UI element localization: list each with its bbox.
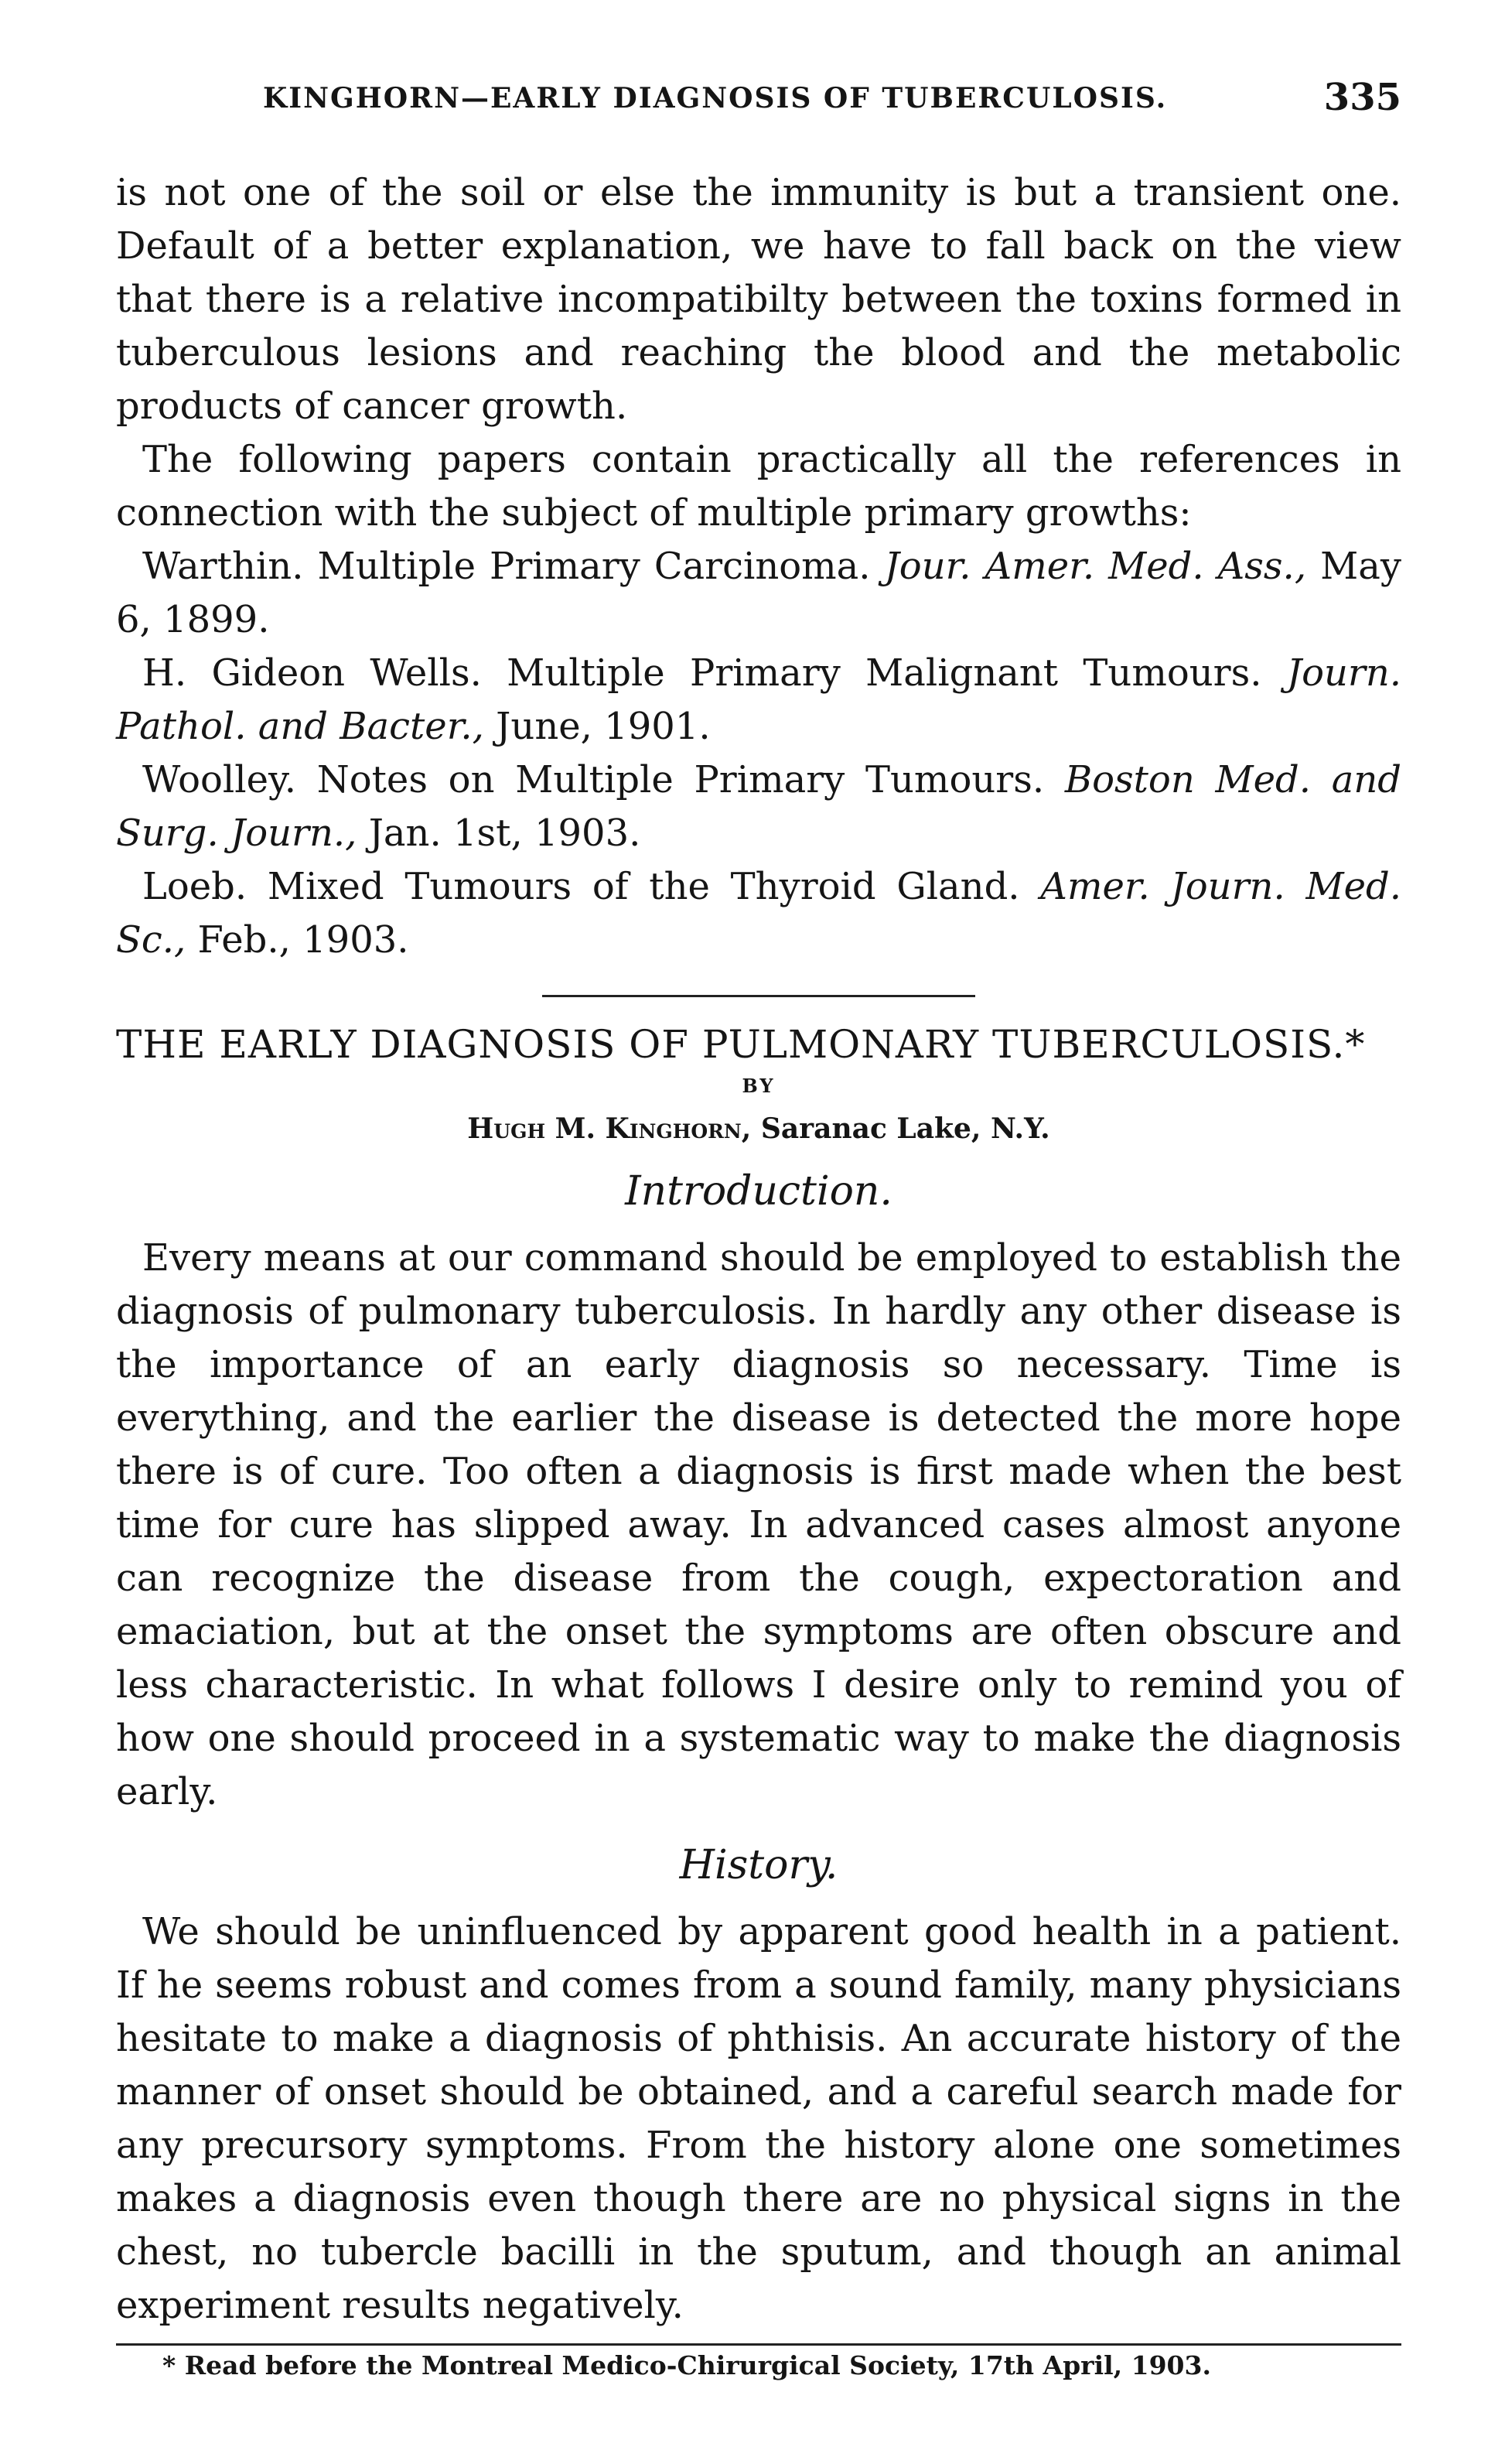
author-name: Hugh M. Kinghorn, (467, 1112, 752, 1145)
reference-title: Multiple Primary Carcinoma. (317, 545, 871, 588)
reference-authors: Woolley. (142, 758, 296, 801)
page-body (116, 166, 1401, 2380)
reference-title: Notes on Multiple Primary Tumours. (316, 758, 1045, 801)
reference-date: May 6, 1899. (116, 545, 1401, 641)
history-text: We should be uninfluenced by apparent good health in a patient. If he seems robust and comes from a sound family, many physicians hesitate to make a diagnosis of phthisis. An accurate history of the manner of onset should be obtained, and a careful search made for any precursory symptoms. From the history alone one sometimes makes a diagnosis even though there are no physical signs in the chest, no tubercle bacilli in the sputum, and though an animal experiment results negatively. (116, 1910, 1401, 2327)
introduction-text: Every means at our command should be employed to establish the diagnosis of pulmonary tuberculosis. In hardly any other disease is the importance of an early diagnosis so necessary. Time is everything, and the earlier the disease is detected the more hope there is of cure. Too often a diagnosis is first made when the best time for cure has slipped away. In advanced cases almost anyone can recognize the disease from the cough, expectoration and emaciation, but at the onset the symptoms are often obscure and less characteristic. In what follows I desire only to remind you of how one should proceed in a systematic way to make the diagnosis early. (116, 1236, 1401, 1813)
section-heading-introduction: Introduction. (625, 1168, 892, 1215)
reference-authors: Warthin. (142, 545, 304, 588)
article-title: THE EARLY DIAGNOSIS OF PULMONARY TUBERCULOSIS.* (116, 1022, 1366, 1067)
page-number: 335 (1323, 76, 1401, 119)
reference-item (116, 754, 1401, 860)
reference-item (116, 647, 1401, 754)
running-head (263, 76, 1401, 130)
reference-title: Multiple Primary Malignant Tumours. (507, 651, 1262, 695)
reference-item (116, 860, 1401, 967)
reference-journal: Jour. Amer. Med. Ass., (884, 545, 1307, 588)
author-place: Saranac Lake, N.Y. (760, 1112, 1050, 1145)
continued-paragraph: is not one of the soil or else the immunity is but a transient one. Default of a better explanation, we have to fall back on the view that there is a relative incompatibilty between the toxins formed in tuberculous lesions and reaching the blood and the metabolic products of cancer growth. (116, 171, 1401, 428)
reference-item (116, 540, 1401, 647)
reference-journal: Boston Med. and Surg. Journ., (116, 758, 1401, 855)
reference-authors: Loeb. (142, 865, 247, 908)
reference-journal: Journ. Pathol. and Bacter., (116, 651, 1401, 748)
reference-date: Jan. 1st, 1903. (368, 812, 641, 855)
byline-by: BY (742, 1075, 776, 1097)
section-heading-history: History. (679, 1842, 838, 1888)
reference-journal: Amer. Journ. Med. Sc., (116, 865, 1401, 962)
footnote: * Read before the Montreal Medico-Chirurgical Society, 17th April, 1903. (162, 2350, 1211, 2380)
section-divider (542, 995, 975, 997)
author-line (116, 1112, 1401, 1145)
reference-date: June, 1901. (496, 705, 711, 748)
reference-title: Mixed Tumours of the Thyroid Gland. (267, 865, 1020, 908)
running-title: KINGHORN—EARLY DIAGNOSIS OF TUBERCULOSIS. (263, 82, 1168, 114)
reference-authors: H. Gideon Wells. (142, 651, 482, 695)
reference-date: Feb., 1903. (197, 918, 409, 962)
footnote-rule (116, 2343, 1401, 2346)
references-intro: The following papers contain practically all the references in connection with the subject of multiple primary growths: (116, 438, 1401, 535)
